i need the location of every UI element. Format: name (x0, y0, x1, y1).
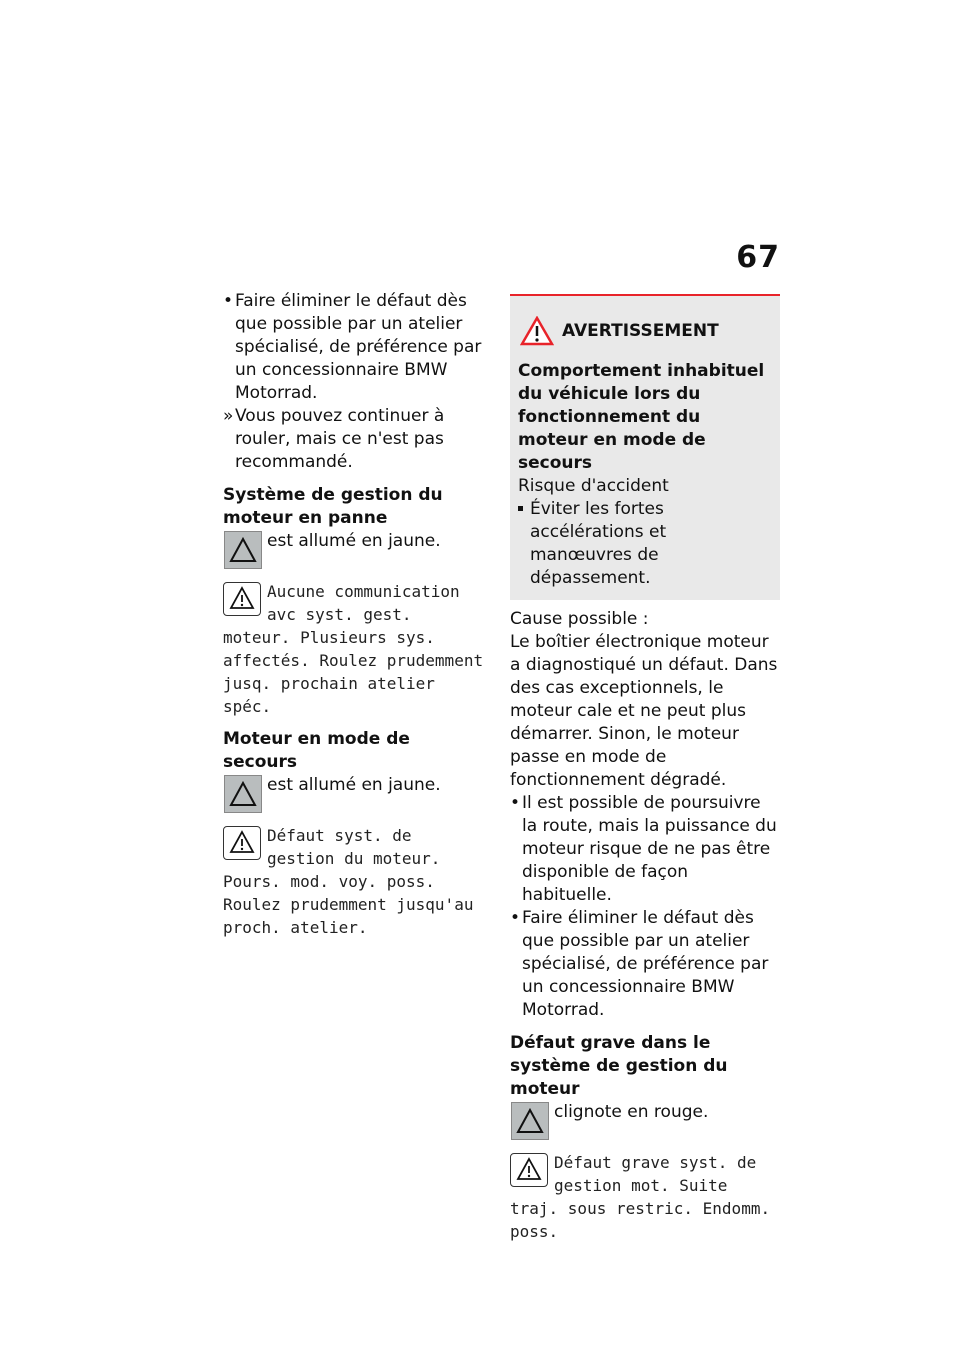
display-message (510, 1151, 780, 1243)
warning-header (518, 316, 772, 346)
display-text: Défaut grave syst. de gestion mot. Suite traj. sous restric. Endomm. poss. (510, 1153, 771, 1241)
display-text: Défaut syst. de gestion du moteur. Pours. mod. voy. poss. Roulez prudemment jusqu'au proch. atelier. (223, 826, 474, 937)
section-title: Système de gestion du moteur en panne (223, 485, 443, 528)
bullet-dot: • (510, 908, 521, 928)
warning-sign-icon (520, 316, 554, 346)
indicator-line (510, 1101, 780, 1145)
display-warning-icon (223, 582, 261, 616)
result-item (223, 405, 485, 474)
indicator-line (223, 530, 485, 574)
warning-bullet-text: Éviter les fortes accélérations et manœuvres de dépassement. (530, 499, 667, 588)
bullet-dot: • (510, 793, 521, 813)
left-column (223, 290, 485, 939)
indicator-line (223, 774, 485, 818)
warning-box (510, 294, 780, 600)
warning-triangle-icon (224, 531, 262, 569)
page-number: 67 (736, 240, 780, 275)
indicator-text: clignote en rouge. (554, 1102, 709, 1122)
warning-triangle-icon (511, 1102, 549, 1140)
list-item (510, 907, 780, 1022)
square-bullet-icon (518, 506, 523, 511)
display-message (223, 580, 485, 718)
display-message (223, 824, 485, 939)
list-item (510, 792, 780, 907)
result-arrow-icon: » (223, 406, 234, 426)
result-text: Vous pouvez continuer à rouler, mais ce n'est pas recommandé. (235, 406, 445, 472)
list-item (223, 290, 485, 405)
warning-bullet (518, 498, 772, 590)
display-warning-icon (223, 826, 261, 860)
bullet-text: Faire éliminer le défaut dès que possible par un atelier spécialisé, de préférence par un concessionnaire BMW Motorrad. (522, 908, 769, 1020)
display-warning-icon (510, 1153, 548, 1187)
bullet-text: Il est possible de poursuivre la route, mais la puissance du moteur risque de ne pas être disponible de façon habituelle. (522, 793, 777, 905)
warning-triangle-icon (224, 775, 262, 813)
right-column (510, 294, 780, 1243)
warning-risk: Risque d'accident (518, 476, 669, 496)
indicator-text: est allumé en jaune. (267, 775, 441, 795)
indicator-text: est allumé en jaune. (267, 531, 441, 551)
section-title: Moteur en mode de secours (223, 729, 410, 772)
section-title: Défaut grave dans le système de gestion du moteur (510, 1033, 728, 1099)
cause-label: Cause possible : (510, 609, 649, 629)
cause-text: Le boîtier électronique moteur a diagnostiqué un défaut. Dans des cas exceptionnels, le moteur cale et ne peut plus démarrer. Sinon, le moteur passe en mode de fonctionnement dégradé. (510, 632, 778, 790)
warning-title: Comportement inhabituel du véhicule lors du fonctionnement du moteur en mode de secours (518, 361, 765, 473)
bullet-text: Faire éliminer le défaut dès que possible par un atelier spécialisé, de préférence par un concessionnaire BMW Motorrad. (235, 291, 482, 403)
warning-label: AVERTISSEMENT (562, 320, 719, 341)
bullet-dot: • (223, 291, 234, 311)
display-text: Aucune communication avc syst. gest. moteur. Plusieurs sys. affectés. Roulez prudemment jusq. prochain atelier spéc. (223, 582, 484, 716)
